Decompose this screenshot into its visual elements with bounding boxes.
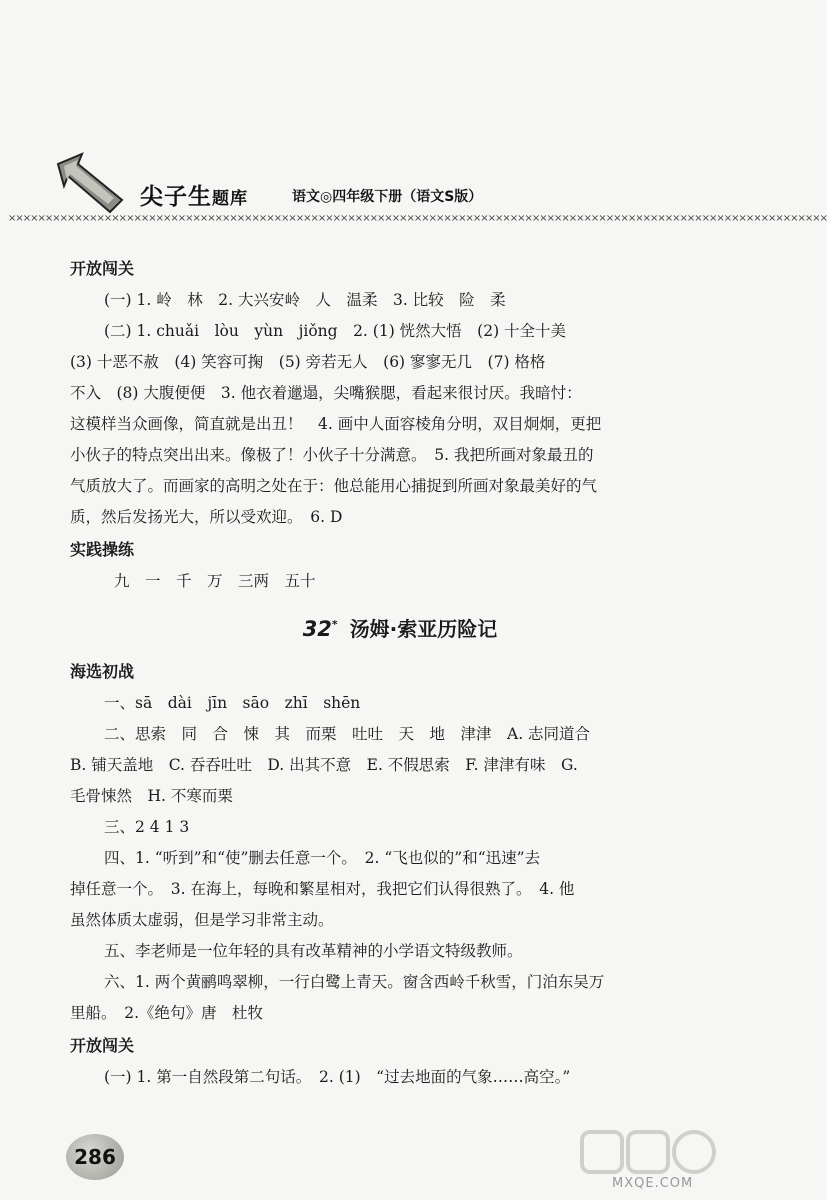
chapter-number: 32 [302, 617, 332, 641]
answer-line: (一) 1. 岭 林 2. 大兴安岭 人 温柔 3. 比较 险 柔 [104, 291, 506, 309]
brand-logo: 尖子生题库 [140, 184, 248, 210]
arrow-logo-icon [52, 150, 132, 220]
answer-line: 三、2 4 1 3 [104, 818, 190, 836]
answer-line: 九 一 千 万 三两 五十 [114, 572, 316, 590]
answer-line: (3) 十恶不赦 (4) 笑容可掬 (5) 旁若无人 (6) 寥寥无几 (7) 格格 [70, 353, 546, 371]
answer-line: B. 铺天盖地 C. 吞吞吐吐 D. 出其不意 E. 不假思索 F. 津津有味 G. [70, 756, 578, 774]
section-heading-practice: 实践操练 [70, 540, 135, 559]
section-heading-open-1: 开放闯关 [70, 259, 135, 278]
answer-line: 掉任意一个。 3. 在海上，每晚和繁星相对，我把它们认得很熟了。 4. 他 [70, 880, 575, 898]
answer-line: 质，然后发扬光大，所以受欢迎。 6. D [70, 508, 343, 526]
answer-line: 里船。 2.《绝句》唐 杜牧 [70, 1004, 264, 1022]
answer-line: (一) 1. 第一自然段第二句话。 2. (1) “过去地面的气象……高空。” [104, 1068, 571, 1086]
section-heading-selection: 海选初战 [70, 662, 135, 681]
answer-line: 四、1. “听到”和“使”删去任意一个。 2. “飞也似的”和“迅速”去 [104, 849, 541, 867]
page-header [0, 0, 827, 232]
answer-line: 小伙子的特点突出出来。像极了！小伙子十分满意。 5. 我把所画对象最丑的 [70, 446, 594, 464]
section-heading-open-2: 开放闯关 [70, 1036, 135, 1055]
answer-line: 这模样当众画像，简直就是出丑！ 4. 画中人面容棱角分明，双目炯炯，更把 [70, 415, 602, 433]
answer-content [70, 252, 670, 1093]
answer-line: (二) 1. chuǎi lòu yùn jiǒng 2. (1) 恍然大悟 (2) 十全十美 [104, 322, 567, 340]
answer-line: 虽然体质太虚弱，但是学习非常主动。 [70, 911, 334, 929]
book-subtitle: 语文◎四年级下册（语文S版） [292, 189, 483, 205]
answer-line: 不入 (8) 大腹便便 3. 他衣着邋遢，尖嘴猴腮，看起来很讨厌。我暗忖： [70, 384, 582, 402]
answer-line: 六、1. 两个黄鹂鸣翠柳，一行白鹭上青天。窗含西岭千秋雪，门泊东吴万 [104, 973, 605, 991]
answer-line: 气质放大了。而画家的高明之处在于：他总能用心捕捉到所画对象最美好的气 [70, 477, 598, 495]
answer-line: 毛骨悚然 H. 不寒而栗 [70, 787, 233, 805]
answer-line: 一、sā dài jīn sāo zhī shēn [104, 694, 361, 712]
answer-line: 二、思索 同 合 悚 其 而栗 吐吐 天 地 津津 A. 志同道合 [104, 725, 591, 743]
chapter-title [70, 603, 670, 651]
watermark-text: MXQE.COM [612, 1176, 694, 1191]
answer-line: 五、李老师是一位年轻的具有改革精神的小学语文特级教师。 [104, 942, 523, 960]
header-divider: ××××××××××××××××××××××××××××××××××××××××××××××××××××××××××××××××××××××××××××××××××××××××××××××××××××××××××××××× [8, 213, 827, 224]
page-number: 286 [66, 1134, 124, 1180]
chapter-star: * [331, 618, 338, 631]
chapter-name: 汤姆·索亚历险记 [349, 617, 498, 641]
